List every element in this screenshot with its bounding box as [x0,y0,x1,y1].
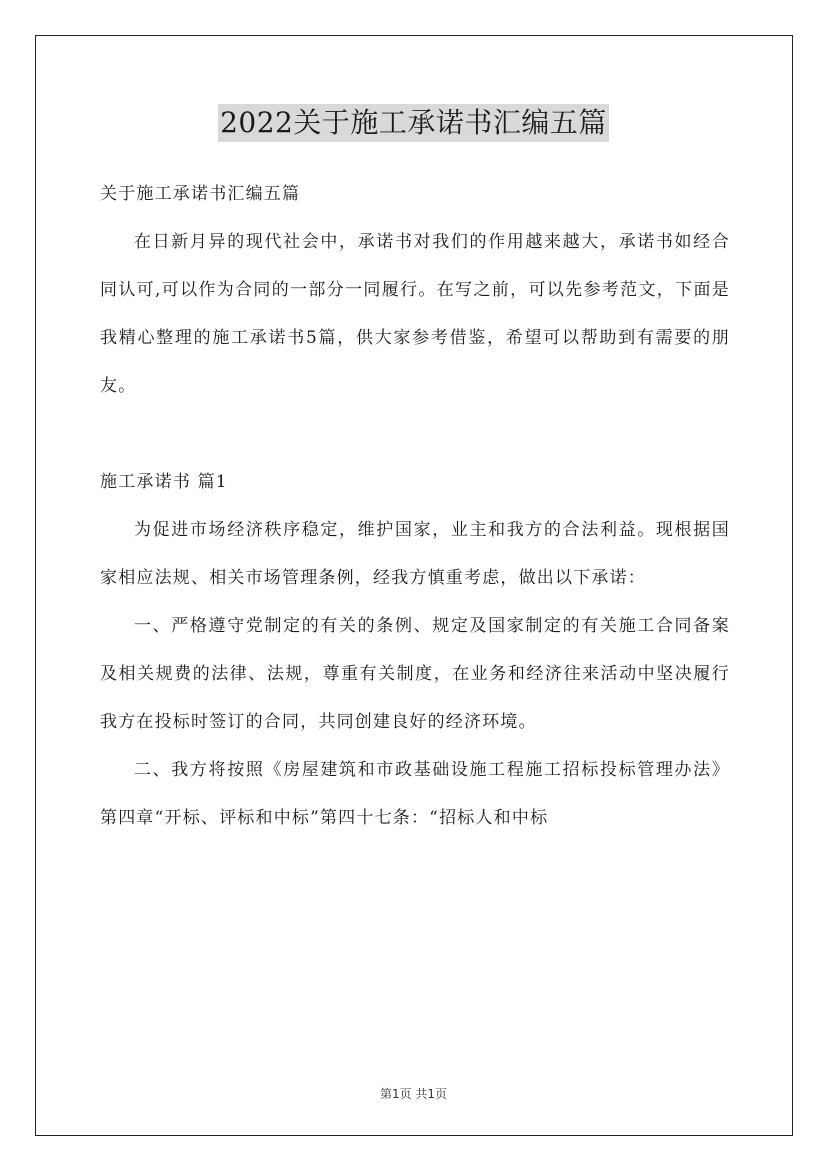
body-paragraph: 二、我方将按照《房屋建筑和市政基础设施工程施工招标投标管理办法》第四章“开标、评标和中标”第四十七条：“招标人和中标 [100,760,730,828]
document-body [100,170,730,842]
body-paragraph: 为促进市场经济秩序稳定，维护国家，业主和我方的合法利益。现根据国家相应法规、相关市场管理条例，经我方慎重考虑，做出以下承诺： [100,520,730,588]
title-container [0,104,827,142]
page-footer: 第1页 共1页 [379,1087,448,1101]
section-heading: 施工承诺书 篇1 [100,472,228,492]
document-subtitle: 关于施工承诺书汇编五篇 [100,184,301,204]
intro-paragraph: 在日新月异的现代社会中，承诺书对我们的作用越来越大，承诺书如经合同认可,可以作为合同的一部分一同履行。在写之前，可以先参考范文，下面是我精心整理的施工承诺书5篇，供大家参考借鉴，希望可以帮助到有需要的朋友。 [100,232,730,396]
document-title: 2022关于施工承诺书汇编五篇 [218,104,609,142]
body-paragraph: 一、严格遵守党制定的有关的条例、规定及国家制定的有关施工合同备案及相关规费的法律、法规，尊重有关制度，在业务和经济往来活动中坚决履行我方在投标时签订的合同，共同创建良好的经济环境。 [100,616,730,732]
